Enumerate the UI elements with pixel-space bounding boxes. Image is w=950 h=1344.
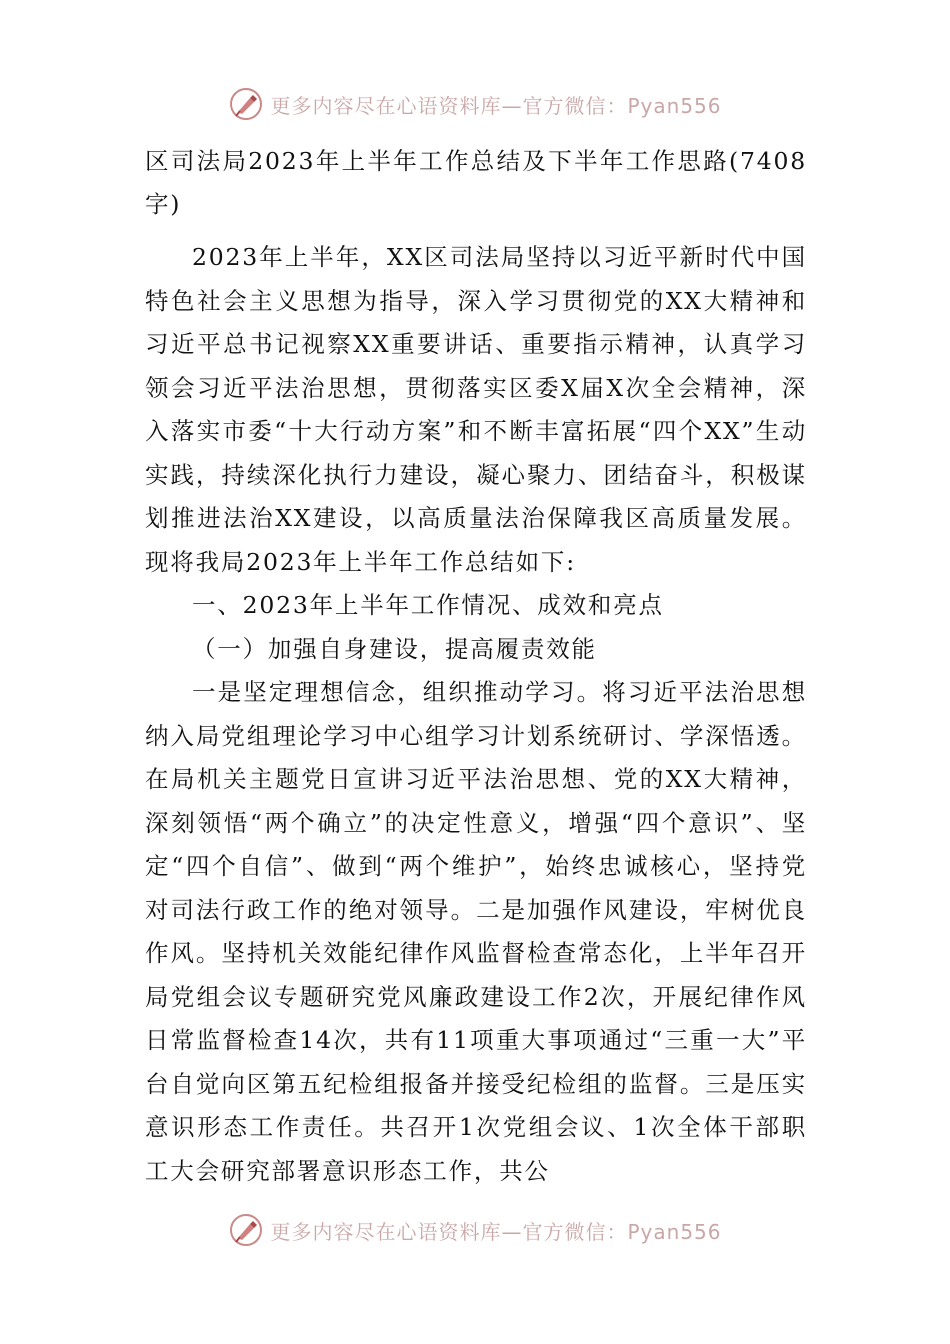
wechat-id: Pyan556 bbox=[627, 93, 722, 118]
section-heading: 一、2023年上半年工作情况、成效和亮点 bbox=[192, 591, 664, 619]
intro-paragraph: 2023年上半年，XX区司法局坚持以习近平新时代中国特色社会主义思想为指导，深入学习贯彻党的XX大精神和习近平总书记视察XX重要讲话、重要指示精神，认真学习领会习近平法治思想，贯彻落实区委X届X次全会精神，深入落实市委“十大行动方案”和不断丰富拓展“四个XX”生动实践，持续深化执行力建设，凝心聚力、团结奋斗，积极谋划推进法治XX建设，以高质量法治保障我区高质量发展。现将我局2023年上半年工作总结如下: bbox=[145, 243, 807, 576]
document-title: 区司法局2023年上半年工作总结及下半年工作思路(7408字) bbox=[145, 147, 807, 218]
watermark-text: 更多内容尽在心语资料库—官方微信：Pyan556 bbox=[270, 93, 722, 118]
subsection-heading: （一）加强自身建设，提高履责效能 bbox=[192, 634, 597, 663]
fountain-pen-logo-icon bbox=[228, 1212, 264, 1248]
document-body bbox=[145, 140, 807, 1193]
body-paragraph: 一是坚定理想信念，组织推动学习。将习近平法治思想纳入局党组理论学习中心组学习计划系统研讨、学深悟透。在局机关主题党日宣讲习近平法治思想、党的XX大精神，深刻领悟“两个确立”的决定性意义，增强“四个意识”、坚定“四个自信”、做到“两个维护”，始终忠诚核心，坚持党对司法行政工作的绝对领导。二是加强作风建设，牢树优良作风。坚持机关效能纪律作风监督检查常态化，上半年召开局党组会议专题研究党风廉政建设工作2次，开展纪律作风日常监督检查14次，共有11项重大事项通过“三重一大”平台自觉向区第五纪检组报备并接受纪检组的监督。三是压实意识形态工作责任。共召开1次党组会议、1次全体干部职工大会研究部署意识形态工作，共公 bbox=[145, 678, 807, 1185]
watermark-banner-bottom bbox=[0, 1208, 950, 1252]
watermark-banner-top bbox=[0, 82, 950, 126]
fountain-pen-logo-icon bbox=[228, 86, 264, 122]
wechat-id: Pyan556 bbox=[627, 1219, 722, 1244]
watermark-text: 更多内容尽在心语资料库—官方微信：Pyan556 bbox=[270, 1219, 722, 1244]
